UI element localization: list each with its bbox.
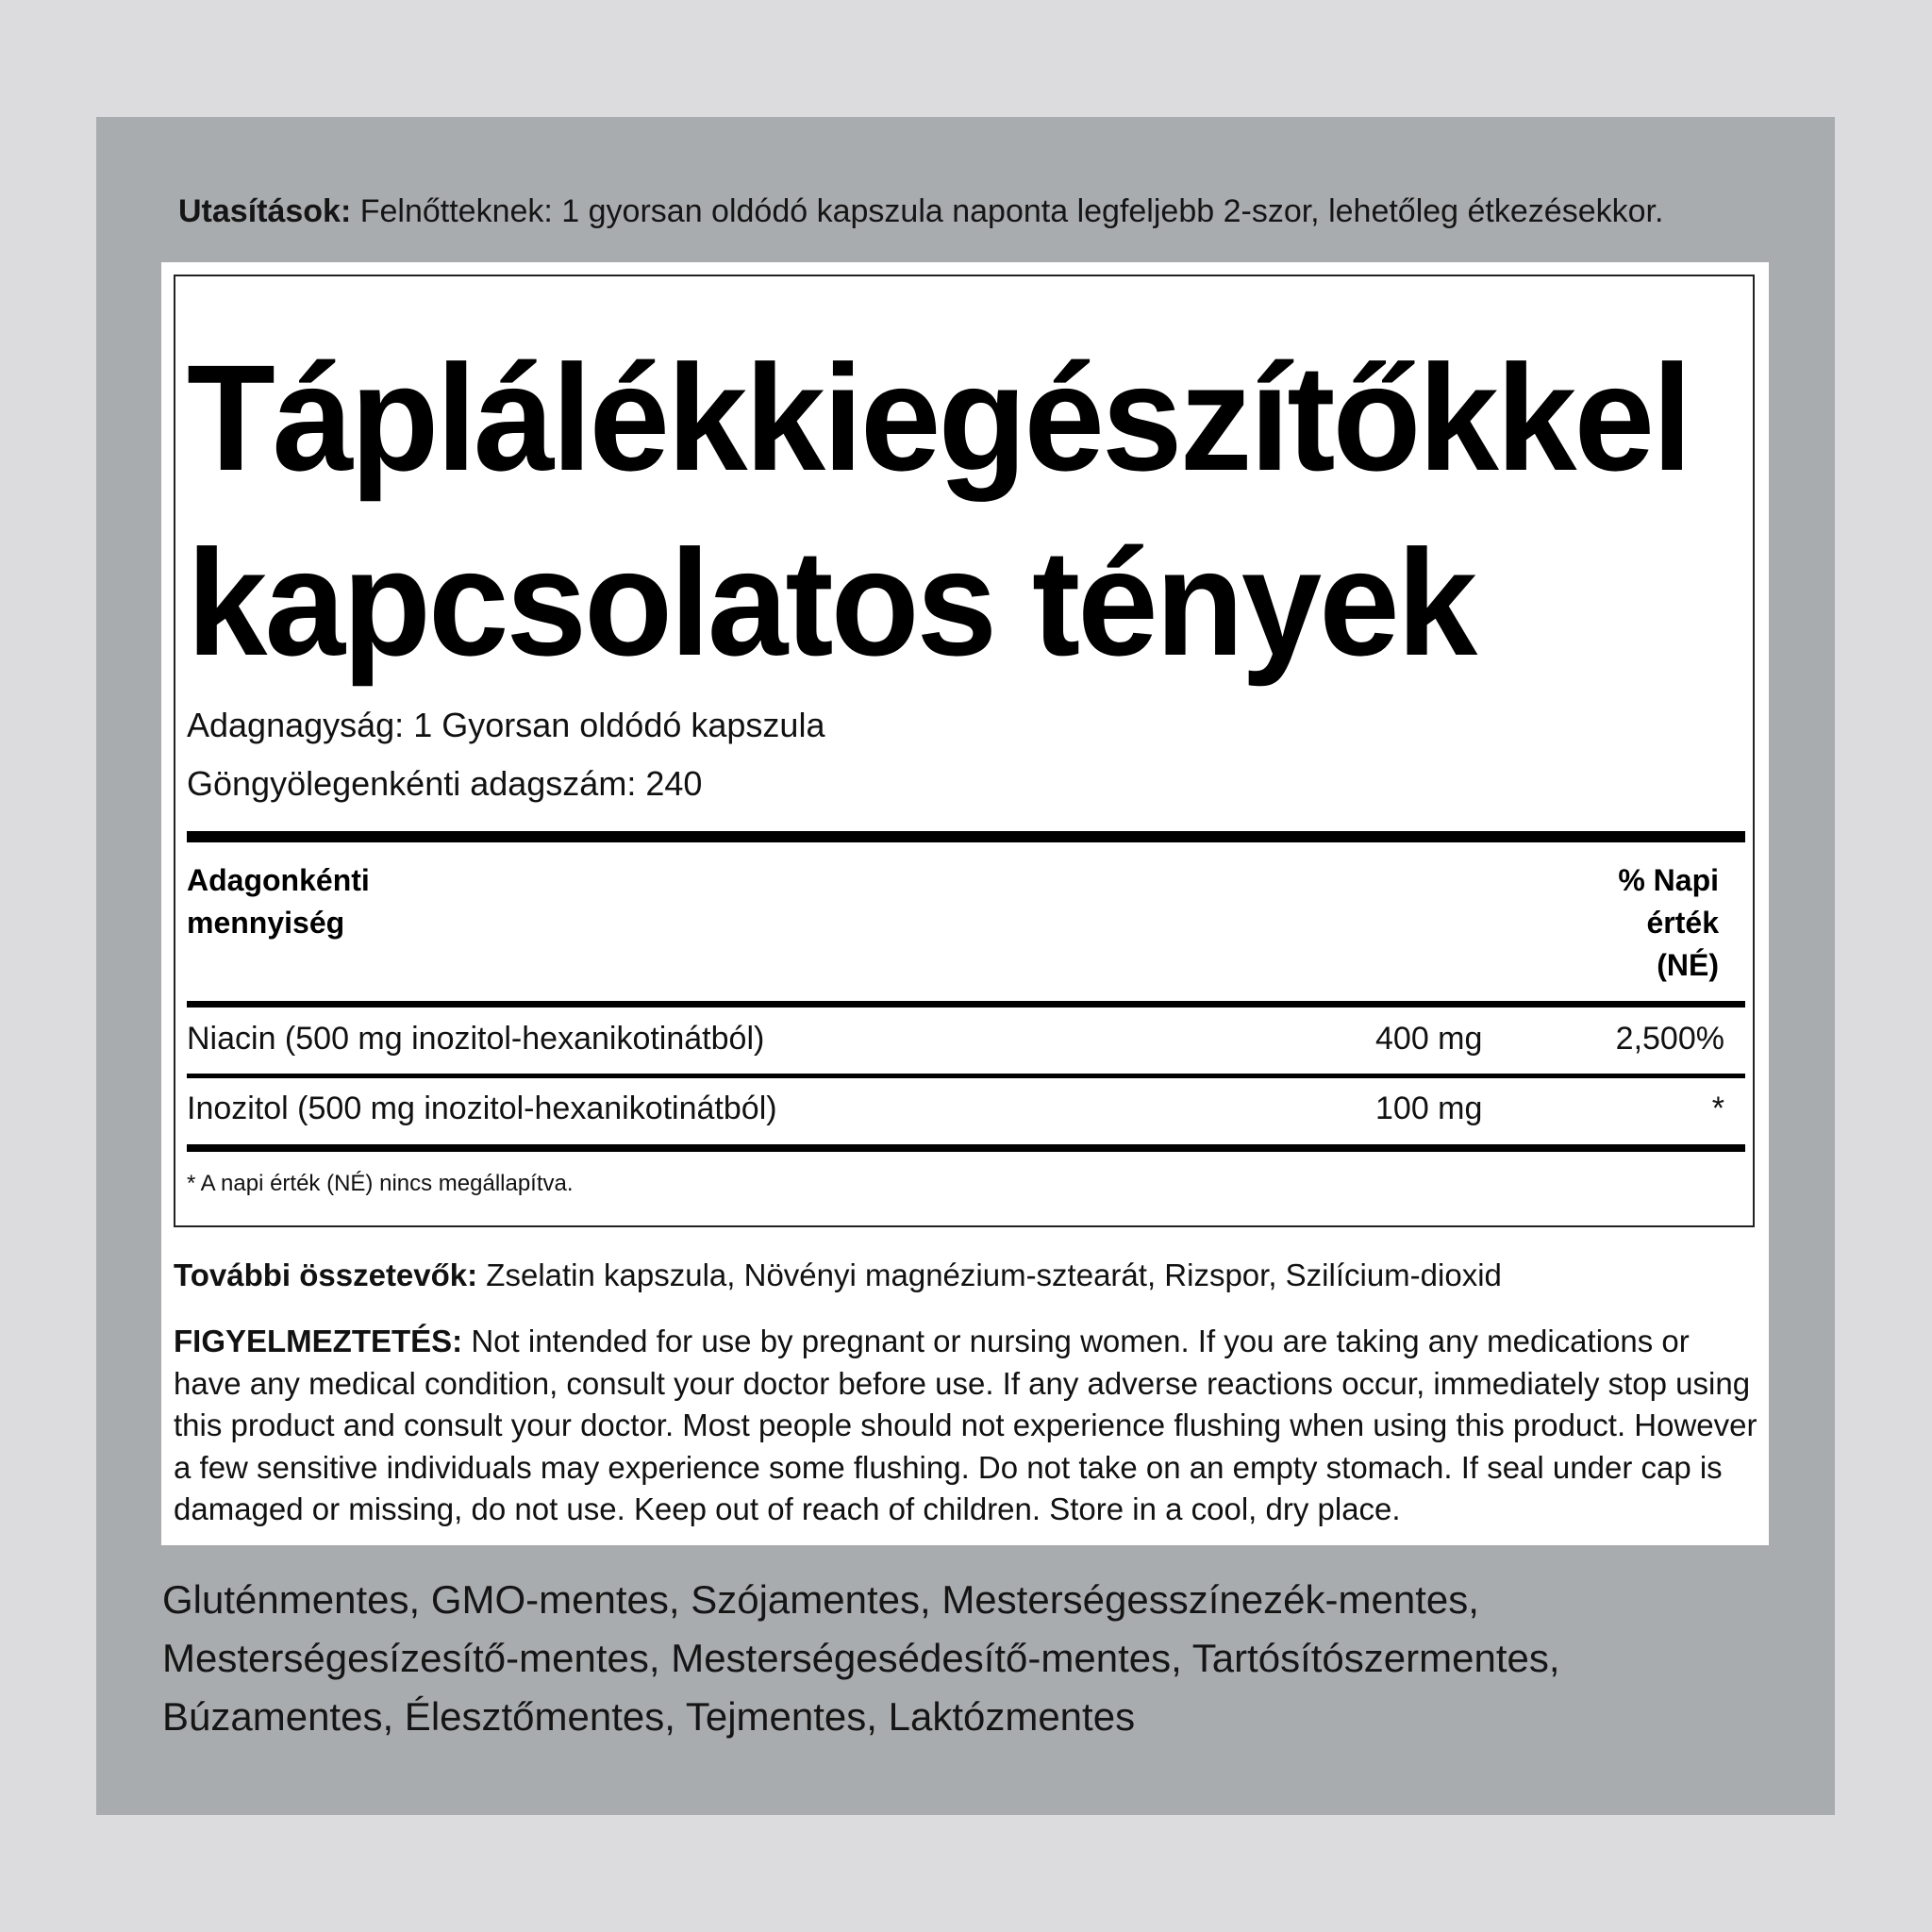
other-ingredients-body: Zselatin kapszula, Növényi magnézium-sztearát, Rizspor, Szilícium-dioxid bbox=[477, 1257, 1502, 1292]
nutrient-name: Inozitol (500 mg inozitol-hexanikotinátból) bbox=[187, 1091, 777, 1126]
directions-text bbox=[178, 189, 1782, 234]
medium-divider bbox=[187, 1001, 1745, 1008]
free-from-list: Gluténmentes, GMO-mentes, Szójamentes, Mesterségesszínezék-mentes, Mesterségesízesítő-mentes, Mesterségesédesítő-mentes, Tartósítószermentes, Búzamentes, Élesztőmentes, Tejmentes, Laktózmentes bbox=[162, 1577, 1560, 1739]
dv-footnote: * A napi érték (NÉ) nincs megállapítva. bbox=[187, 1171, 574, 1196]
row-divider bbox=[187, 1074, 1745, 1078]
dv-header-line2: érték bbox=[1646, 906, 1719, 940]
directions-label: Utasítások: bbox=[178, 193, 352, 229]
dv-header-line3: (NÉ) bbox=[1657, 948, 1719, 982]
dv-header-line1: % Napi bbox=[1618, 863, 1719, 897]
servings-per-container: Göngyölegenkénti adagszám: 240 bbox=[187, 764, 703, 803]
table-row bbox=[187, 1080, 1724, 1137]
supplement-facts-box bbox=[174, 275, 1755, 1227]
other-ingredients-label: További összetevők: bbox=[174, 1257, 478, 1292]
nutrient-dv: * bbox=[1711, 1091, 1724, 1126]
other-ingredients bbox=[174, 1257, 1502, 1293]
directions-body: Felnőtteknek: 1 gyorsan oldódó kapszula naponta legfeljebb 2-szor, lehetőleg étkezésekkor. bbox=[351, 193, 1664, 229]
facts-title-line1: Táplálékkiegészítőkkel bbox=[187, 333, 1690, 502]
amount-header-line2: mennyiség bbox=[187, 906, 345, 940]
nutrient-amount: 400 mg bbox=[1375, 1021, 1483, 1057]
thick-divider-bottom bbox=[187, 1144, 1745, 1152]
daily-value-header bbox=[1618, 859, 1719, 987]
serving-size: Adagnagyság: 1 Gyorsan oldódó kapszula bbox=[187, 706, 825, 744]
amount-header-line1: Adagonkénti bbox=[187, 863, 370, 897]
nutrient-dv: 2,500% bbox=[1615, 1021, 1724, 1057]
warning-label: FIGYELMEZTETÉS: bbox=[174, 1324, 463, 1358]
facts-title bbox=[187, 325, 1690, 695]
warning bbox=[174, 1321, 1758, 1531]
warning-body: Not intended for use by pregnant or nursing women. If you are taking any medications or have any medical condition, consult your doctor before use. If any adverse reactions occur, immediately stop using this product and consult your doctor. Most people should not experience flushing when using this product. However a few sensitive individuals may experience some flushing. Do not take on an empty stomach. If seal under cap is damaged or missing, do not use. Keep out of reach of children. Store in a cool, dry place. bbox=[174, 1324, 1757, 1526]
thick-divider bbox=[187, 831, 1745, 842]
nutrient-amount: 100 mg bbox=[1375, 1091, 1483, 1126]
amount-per-serving-header bbox=[187, 859, 370, 944]
nutrient-name: Niacin (500 mg inozitol-hexanikotinátból) bbox=[187, 1021, 765, 1057]
table-row bbox=[187, 1010, 1724, 1067]
facts-title-line2: kapcsolatos tények bbox=[187, 518, 1475, 687]
